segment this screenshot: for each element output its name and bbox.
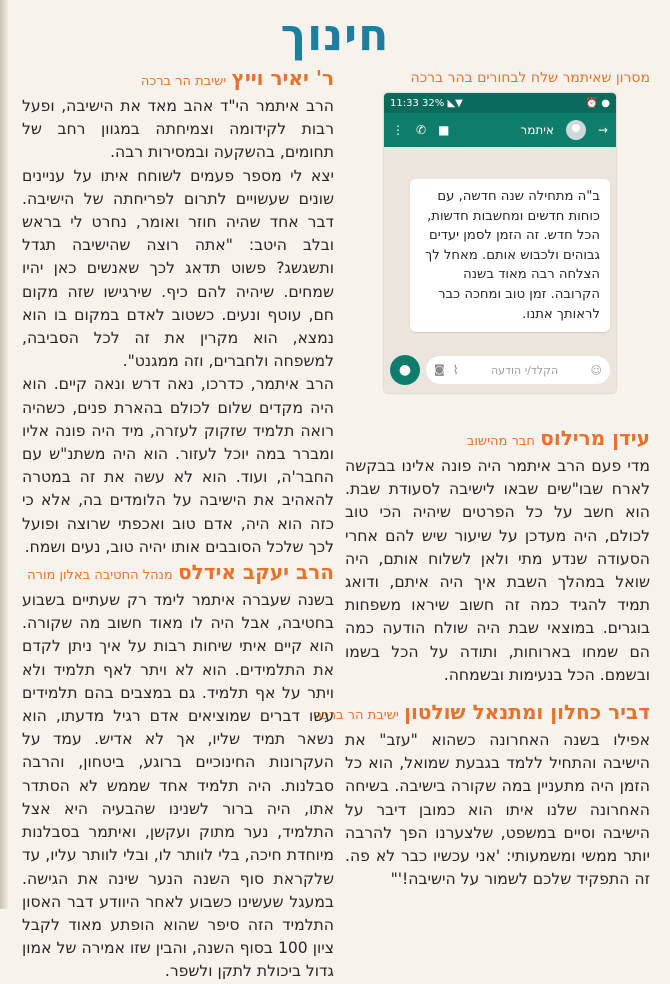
signal-icon: ◣▼ <box>447 97 463 109</box>
message-placeholder: הקלד/י הודעה <box>490 363 559 377</box>
chat-message-bubble: ב"ה מתחילה שנה חדשה, עם כוחות חדשים ומחשבות חדשות, הכל חדש. זה הזמן לסמן יעדים גבוהים ולכבוש אותם. מאחל לך הצלחה רבה מאוד בשנה הקרובה. זמן טוב ומחכה כבר לראותך אתנו. <box>410 179 610 332</box>
microphone-icon[interactable]: ● <box>390 355 420 385</box>
chat-header <box>384 113 616 147</box>
back-arrow-icon[interactable]: → <box>597 123 608 137</box>
author-role: ישיבת הר ברכה <box>313 708 399 724</box>
left-column <box>22 65 334 984</box>
section-header-yair <box>22 65 334 95</box>
phone-status-bar <box>384 93 616 113</box>
video-call-icon[interactable]: ■ <box>438 123 450 137</box>
section-header-idan <box>345 425 650 455</box>
menu-dots-icon[interactable]: ⋮ <box>392 123 404 137</box>
phone-caption: מסרון שאיתמר שלח לבחורים בהר ברכה <box>410 70 650 86</box>
author-role: ישיבת הר ברכה <box>140 74 227 89</box>
page-title: חינוך <box>280 10 390 61</box>
author-name: ר' יאיר וייץ <box>231 66 334 90</box>
paragraph: הרב איתמר, כדרכו, נאה דרש ונאה קיים. הוא היה מקדים שלום לכולם בהארת פנים, כשהיה רואה תלמיד שזקוק לעזרה, מיד היה פונה אליו ומברר במה יוכל לעזור. הוא היה משתנ"ש עם החבר'ה, ועוד. הוא לא עשה את זה במטרה להאהיב את הישיבה על הלומדים בה, אלא כי כזה הוא היה, אדם טוב ואכפתי שרוצה ופועל לכך שלכל הסובבים אותו יהיה טוב, נעים ושמח. <box>22 375 334 556</box>
section-header-dvir <box>313 699 650 729</box>
section-text-dvir: אפילו בשנה האחרונה כשהוא "עזב" את הישיבה והתחיל ללמד בגבעת שמואל, הוא כל הזמן היה מתעניין במה שקורה בישיבה. בשיחה האחרונה שלנו איתו הוא כמובן דיבר על הישיבה וסיים במשפט, שלצערנו הפך להרבה יותר ממשי ומשמעותי: 'אני עכשיו כבר לא פה. זה התפקיד שלכם לשמור על הישיבה!'" <box>345 731 650 889</box>
page-edge-shadow <box>0 0 8 909</box>
section-text-yaakov: בשנה שעברה איתמר לימד רק שעתיים בשבוע בחטיבה, אבל היה לו מאוד חשוב מה שקורה. הוא קיים איתי שיחות רבות על איך ניתן לקדם את התלמידים. הוא לא ויתר לאף תלמיד ולא ויתר על אף תלמיד. גם במצבים בהם תלמידים עשו דברים שמוציאים אדם רגיל מדעתו, הוא נשאר תמיד שליו, אך לא אדיש. עמד על העקרונות החינוכיים ברוגע, ביטחון, והרבה סבלנות. היה תלמיד אחד שממש לא הסתדר אתו, היה ברור לשנינו שהבעיה היא אצל התלמיד, נער מתוק ועקשן, ואיתמר בסבלנות מיוחדת חיכה, בלי לוותר לו, ובלי לוותר עליו, עד שלקראת סוף השנה הנער שינה את הגישה. במעגל שעשינו כשבוע לאחר היוודע דבר האסון התלמיד הזה סיפר שהוא הופתע מאוד לקבל ציון 100 בסוף השנה, והבין שזו אמירה של אמון גדול ביכולת לתקן ולשפר. <box>22 591 334 981</box>
whatsapp-screenshot <box>384 93 616 393</box>
section-header-yaakov <box>22 559 334 589</box>
paragraph: הרב איתמר הי"ד אהב מאד את הישיבה, ופעל רבות לקידומה וצמיחתה במגוון רחב של תחומים, בהשקעה ובמסירות רבה. <box>22 97 334 162</box>
section-gap <box>345 687 650 699</box>
emoji-icon[interactable]: ☺ <box>590 363 602 377</box>
author-name: הרב יעקב אידלס <box>178 560 334 585</box>
phone-call-icon[interactable]: ✆ <box>416 123 427 137</box>
status-time: 11:33 <box>390 97 419 109</box>
author-role: חבר מהישוב <box>466 434 535 449</box>
contact-name[interactable]: איתמר <box>520 123 554 137</box>
status-battery: 32% <box>422 97 445 109</box>
message-input[interactable] <box>426 356 610 384</box>
author-role: מנהל החטיבה באלון מורה <box>27 568 173 584</box>
author-name: עידן מרילוס <box>540 426 650 450</box>
chat-input-bar <box>390 355 610 385</box>
alarm-icon: ⏰ ● <box>585 97 610 109</box>
author-name: דביר כחלון ומתנאל שולטון <box>404 700 650 725</box>
avatar[interactable] <box>566 120 586 140</box>
attach-icon[interactable]: ⌇ <box>452 363 459 377</box>
camera-icon[interactable]: ◙ <box>434 363 445 376</box>
paragraph: יצא לי מספר פעמים לשוחח איתו על עניינים שונים שעשויים לתרום לפריחתה של הישיבה. דבר אחד שהיה חוזר ואומר, נחרט לי בראש ובלב היטב: "אתה רוצה שהישיבה תגדל ותשגשג? פשוט תדאג לכך שאנשים כאן יהיו שמחים. שיהיה להם כיף. שירגישו שזה מקום חם, עוטף ונעים. כשטוב לאדם במקום בו הוא נמצא, הוא מקרין את זה לכל הסביבה, למשפחה ולחברים, וזה ממגנט". <box>22 166 334 371</box>
section-text-idan: מדי פעם הרב איתמר היה פונה אלינו בבקשה לארח שבו"שים שבאו לישיבה לסעודת שבת. הוא חשב על כל הפרטים שיהיה הכי טוב לכולם, היה מעדכן על שיעור שיש להם אחרי הסעודה שנדע מתי ולאן לשלוח אותם, היה שואל במהלך השבת איך היה איתם, ודואג תמיד להגיד כמה זה חשוב שיראו משפחות בוגרים. במוצאי שבת היה שולח הודעה כמה הם שמחו בארוחות, ותודה על הכל בשמו ובשמם. הכל בנעימות ובשמחה. <box>345 457 650 684</box>
